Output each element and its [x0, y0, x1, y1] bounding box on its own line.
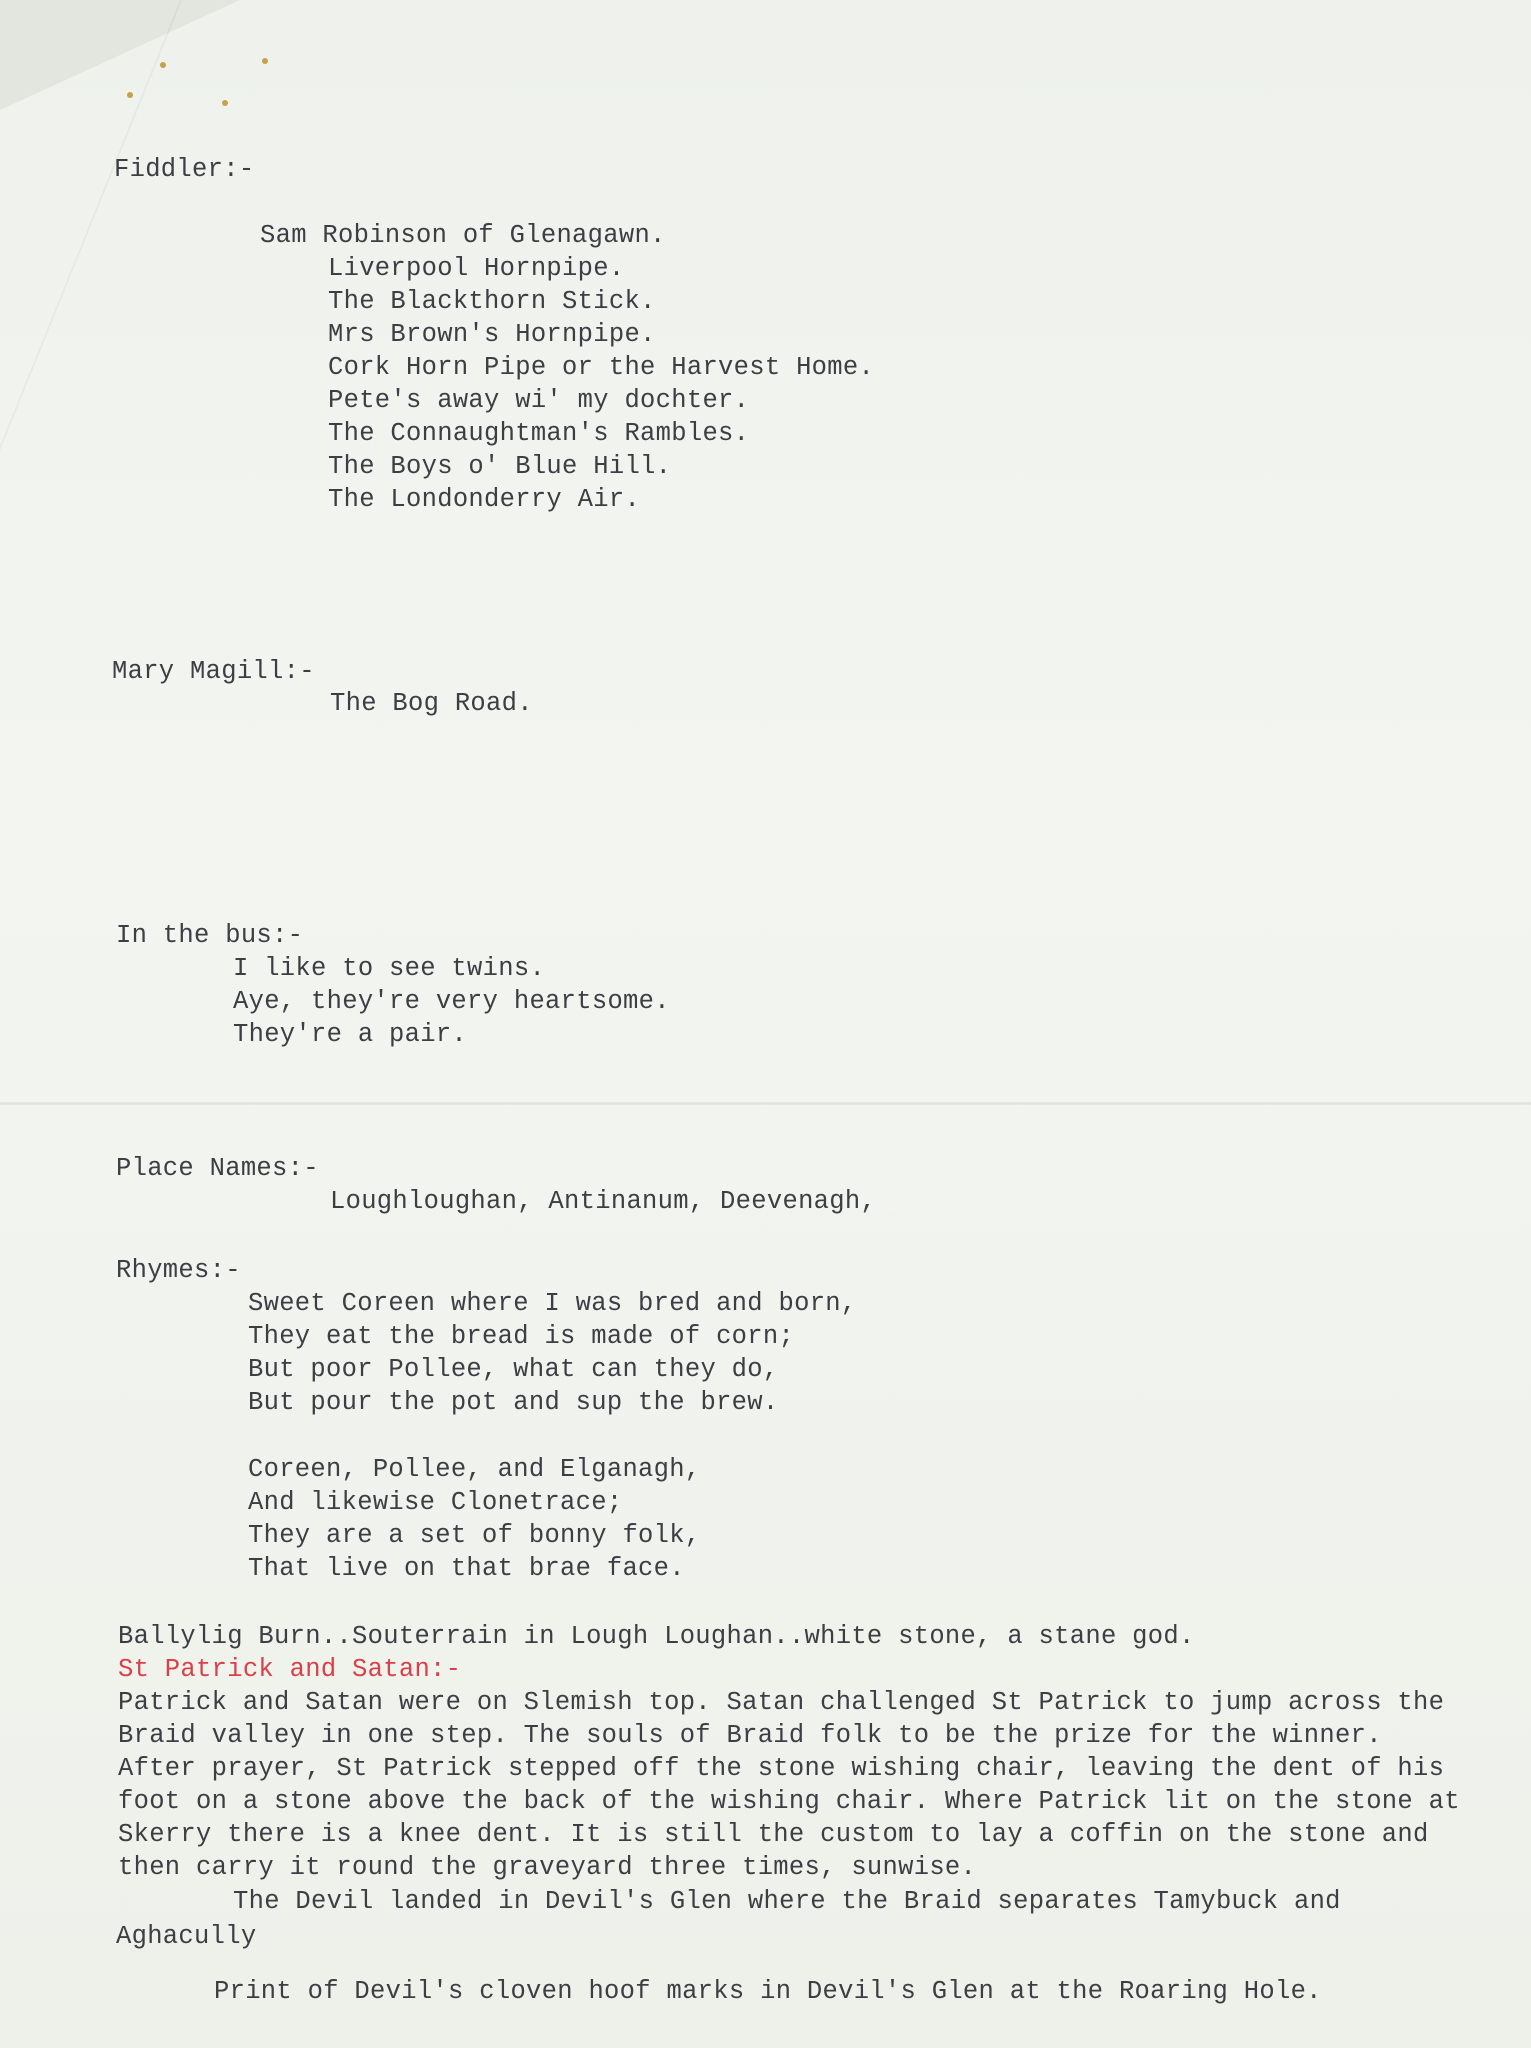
- patrick-line: Patrick and Satan were on Slemish top. Satan challenged St Patrick to jump across the: [118, 1688, 1445, 1717]
- fiddler-name: Sam Robinson of Glenagawn.: [260, 221, 666, 250]
- devil-line: Aghacully: [116, 1922, 257, 1951]
- rhyme-line: They are a set of bonny folk,: [248, 1521, 701, 1550]
- patrick-line: then carry it round the graveyard three times, sunwise.: [118, 1853, 977, 1882]
- staple-hole: [127, 92, 133, 98]
- tune-item: The Londonderry Air.: [328, 485, 641, 514]
- rhyme-line: They eat the bread is made of corn;: [248, 1322, 795, 1351]
- bus-line: They're a pair.: [233, 1020, 468, 1049]
- tune-item: Liverpool Hornpipe.: [328, 254, 625, 283]
- patrick-line: Skerry there is a knee dent. It is still the custom to lay a coffin on the stone and: [118, 1820, 1429, 1849]
- rhyme-line: That live on that brae face.: [248, 1554, 685, 1583]
- place-names-list: Loughloughan, Antinanum, Deevenagh,: [330, 1187, 877, 1216]
- tune-item: The Blackthorn Stick.: [328, 287, 656, 316]
- staple-hole: [160, 62, 166, 68]
- patrick-line: After prayer, St Patrick stepped off the stone wishing chair, leaving the dent of his: [118, 1754, 1445, 1783]
- place-names-heading: Place Names:-: [116, 1154, 319, 1183]
- rhyme-line: But poor Pollee, what can they do,: [248, 1355, 779, 1384]
- devil-line: The Devil landed in Devil's Glen where the Braid separates Tamybuck and: [233, 1887, 1341, 1916]
- bus-line: I like to see twins.: [233, 954, 546, 983]
- fiddler-heading: Fiddler:-: [114, 155, 255, 184]
- tune-item: Mrs Brown's Hornpipe.: [328, 320, 656, 349]
- rhyme-line: Sweet Coreen where I was bred and born,: [248, 1289, 857, 1318]
- rhyme-line: And likewise Clonetrace;: [248, 1488, 623, 1517]
- folded-corner: [0, 0, 240, 110]
- tune-item: The Connaughtman's Rambles.: [328, 419, 750, 448]
- ballylig-note: Ballylig Burn..Souterrain in Lough Loughan..white stone, a stane god.: [118, 1622, 1195, 1651]
- tune-item: The Boys o' Blue Hill.: [328, 452, 672, 481]
- patrick-line: foot on a stone above the back of the wishing chair. Where Patrick lit on the stone at: [118, 1787, 1460, 1816]
- patrick-line: Braid valley in one step. The souls of Braid folk to be the prize for the winner.: [118, 1721, 1382, 1750]
- fold-crease: [0, 1102, 1531, 1105]
- patrick-heading: St Patrick and Satan:-: [118, 1655, 462, 1684]
- staple-hole: [222, 100, 228, 106]
- tune-item: Pete's away wi' my dochter.: [328, 386, 750, 415]
- bus-line: Aye, they're very heartsome.: [233, 987, 670, 1016]
- tune-item: Cork Horn Pipe or the Harvest Home.: [328, 353, 875, 382]
- bus-heading: In the bus:-: [116, 921, 304, 950]
- rhyme-line: But pour the pot and sup the brew.: [248, 1388, 779, 1417]
- rhymes-heading: Rhymes:-: [116, 1256, 241, 1285]
- mary-song: The Bog Road.: [330, 689, 533, 718]
- mary-heading: Mary Magill:-: [112, 657, 315, 686]
- hoof-print-line: Print of Devil's cloven hoof marks in Devil's Glen at the Roaring Hole.: [214, 1977, 1322, 2006]
- rhyme-line: Coreen, Pollee, and Elganagh,: [248, 1455, 701, 1484]
- staple-hole: [262, 58, 268, 64]
- diagonal-crease: [0, 0, 182, 1021]
